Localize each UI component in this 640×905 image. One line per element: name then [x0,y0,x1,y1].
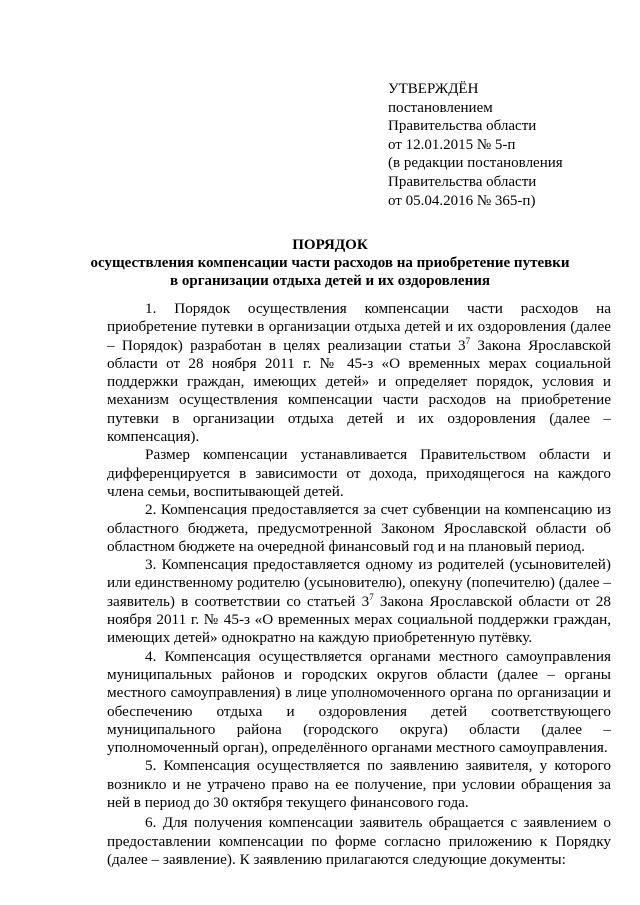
approval-line: от 05.04.2016 № 365-п) [388,192,536,209]
paragraph-6: 6. Для получения компенсации заявитель обращается с заявлением о предоставлении компенсации по форме согласно приложению к Порядку (далее – заявление). К заявлению прилагаются следующие документы: [107,814,611,868]
approval-line: от 12.01.2015 № 5-п [388,136,516,153]
paragraph-text: 3. Компенсация предоставляется одному из родителей (усыновителей) или единственному родителю (усыновителю), опекуну (попечителю) (далее – заявитель) в соответствии со статьей 3 [107,556,611,610]
document-title [60,236,600,290]
paragraph-1-2: Размер компенсации устанавливается Правительством области и дифференцируется в зависимости от дохода, приходящегося на каждого члена семьи, воспитывающей детей. [107,446,611,500]
approval-stamp [388,80,628,210]
paragraph-5: 5. Компенсация осуществляется по заявлению заявителя, у которого возникло и не утрачено право на ее получение, при условии обращения за ней в период до 30 октября текущего финансового года. [107,757,611,812]
superscript: 7 [465,335,471,346]
superscript: 7 [369,591,374,602]
paragraph-4: 4. Компенсация осуществляется органами местного самоуправления муниципальных районов и городских округов области (далее – органы местного самоуправления) в лице уполномоченного органа по организации и обеспечению отдыха и оздоровления детей соответствующего муниципального района (городского округа) области (далее – уполномоченный орган), определённого органами местного самоуправления. [107,647,611,757]
approval-heading: УТВЕРЖДЁН [388,81,479,97]
paragraph-1 [107,300,611,446]
paragraph-2: 2. Компенсация предоставляется за счет субвенции на компенсацию из областного бюджета, предусмотренной Законом Ярославской области об областном бюджете на очередной финансовый год и на плановый период. [107,501,611,555]
title-main: ПОРЯДОК [292,237,368,253]
paragraph-3 [107,556,611,647]
paragraph-text: Закона Ярославской области от 28 ноября 2011 г. № 45-з «О временных мерах социальной поддержки граждан, имеющих детей» однократно на каждую приобретенную путёвку. [107,592,611,647]
title-line: в организации отдыха детей и их оздоровления [170,273,490,289]
title-line: осуществления компенсации части расходов на приобретение путевки [90,255,570,271]
approval-line: (в редакции постановления [388,155,563,172]
approval-line: Правительства области [388,173,537,190]
approval-line: постановлением [388,99,493,116]
paragraph-text: Закона Ярославской области от 28 ноября 2011 г. № 45-з «О временных мерах социальной поддержки граждан, имеющих детей» и определяет порядок, условия и механизм осуществления компенсации части расходов на приобретение путевки в организации отдыха детей и их оздоровления (далее – компенсация). [107,336,612,446]
document-body [107,300,611,869]
approval-line: Правительства области [388,118,537,135]
paragraph-text: 1. Порядок осуществления компенсации части расходов на приобретение путевки в организации отдыха детей и их оздоровления (далее – Порядок) разработан в целях реализации статьи 3 [107,300,611,354]
